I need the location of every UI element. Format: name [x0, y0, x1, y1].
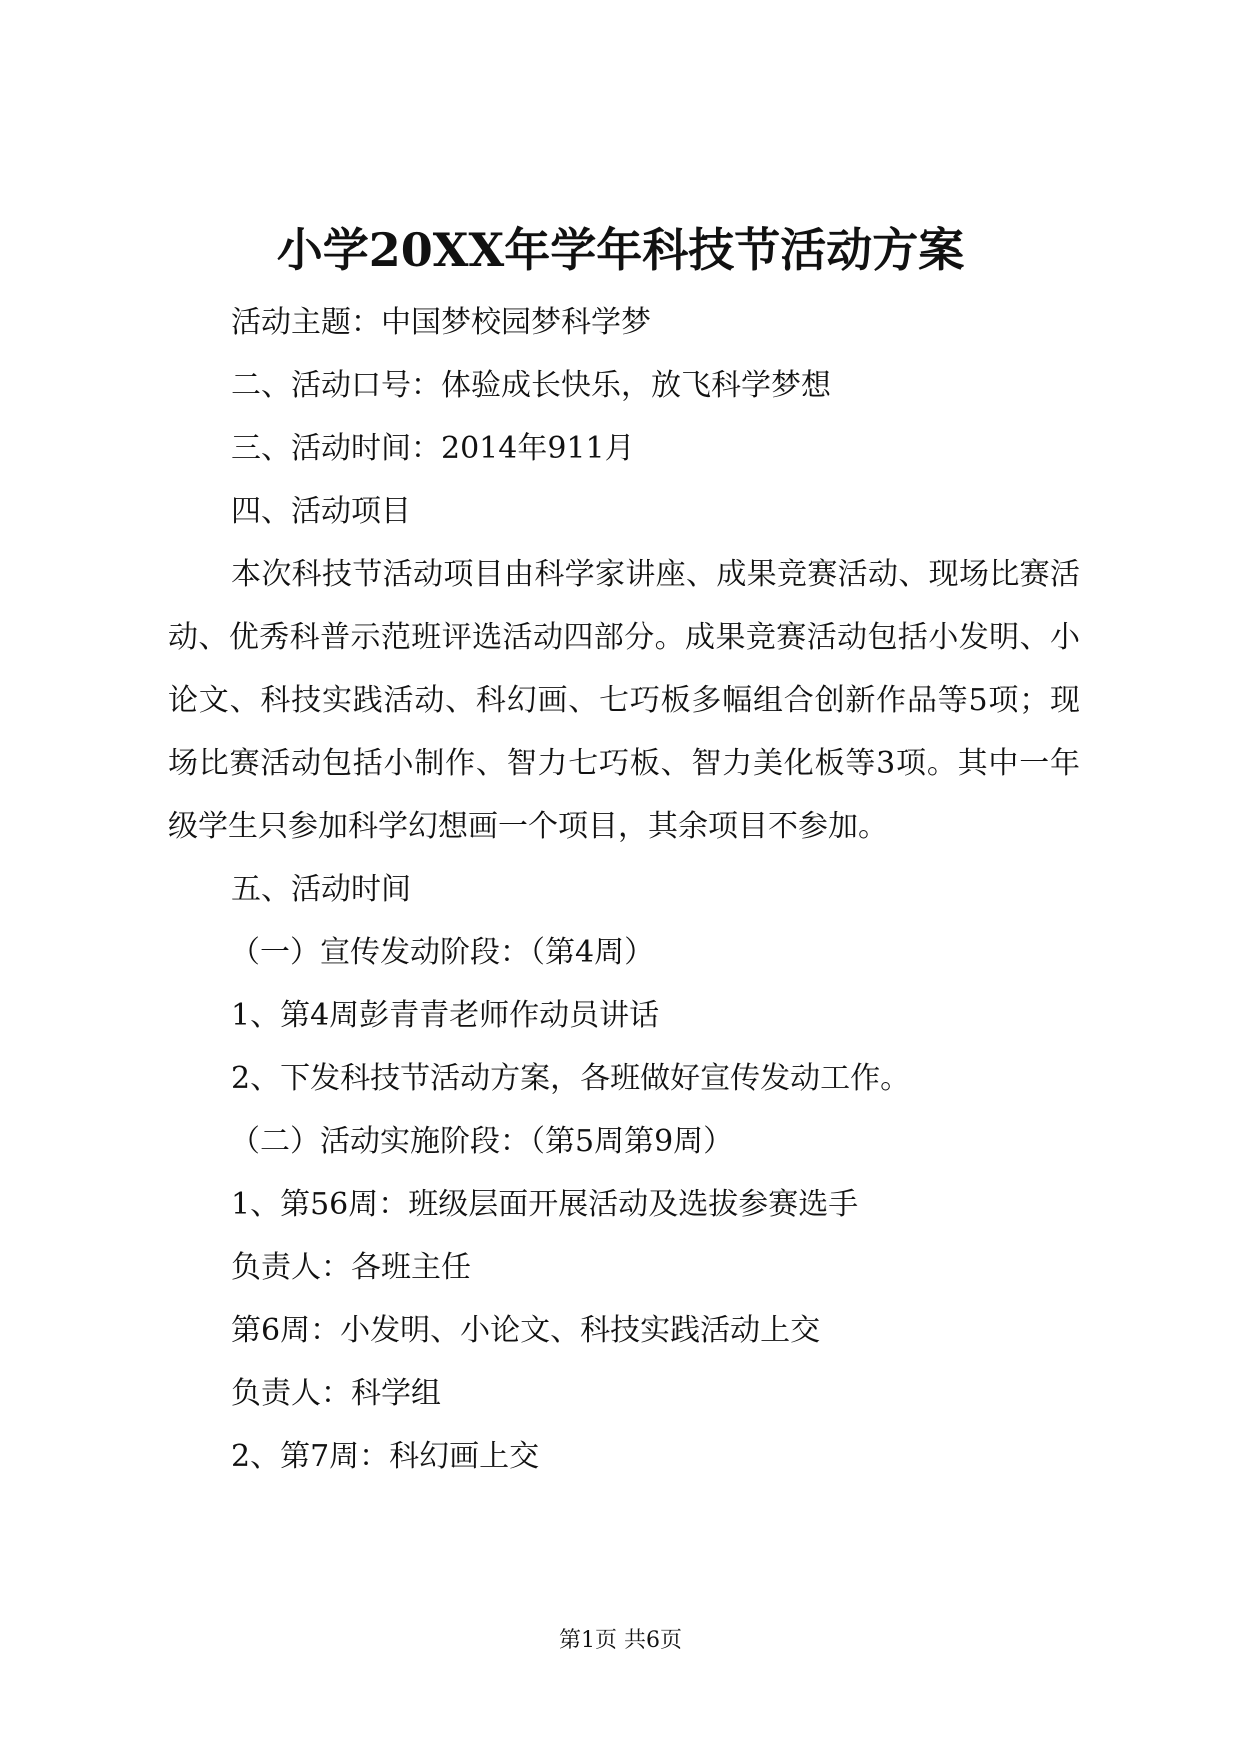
subheading-publicity-stage: （一）宣传发动阶段：（第4周）: [230, 935, 655, 970]
list-item: 2、下发科技节活动方案，各班做好宣传发动工作。: [231, 1061, 911, 1096]
document-title: 小学20XX年学年科技节活动方案: [276, 223, 965, 277]
responsible-person: 负责人：科学组: [231, 1376, 441, 1411]
heading-projects: 四、活动项目: [231, 494, 411, 529]
subheading-implementation-stage: （二）活动实施阶段：（第5周第9周）: [230, 1124, 734, 1159]
paragraph-projects-description: 本次科技节活动项目由科学家讲座、成果竞赛活动、现场比赛活动、优秀科普示范班评选活动四部分。成果竞赛活动包括小发明、小论文、科技实践活动、科幻画、七巧板多幅组合创新作品等5项；现场比赛活动包括小制作、智力七巧板、智力美化板等3项。其中一年级学生只参加科学幻想画一个项目，其余项目不参加。: [168, 557, 1080, 844]
list-item: 第6周：小发明、小论文、科技实践活动上交: [231, 1313, 821, 1348]
paragraph-slogan: 二、活动口号：体验成长快乐，放飞科学梦想: [231, 368, 831, 403]
list-item: 1、第56周：班级层面开展活动及选拔参赛选手: [231, 1187, 859, 1222]
page-number-footer: 第1页 共6页: [559, 1628, 682, 1653]
list-item: 1、第4周彭青青老师作动员讲话: [231, 998, 660, 1033]
paragraph-theme: 活动主题：中国梦校园梦科学梦: [231, 305, 651, 340]
paragraph-time: 三、活动时间：2014年911月: [231, 431, 635, 466]
responsible-person: 负责人：各班主任: [231, 1250, 471, 1285]
list-item: 2、第7周：科幻画上交: [231, 1439, 540, 1474]
document-body: [168, 291, 1080, 1488]
heading-schedule: 五、活动时间: [231, 872, 411, 907]
